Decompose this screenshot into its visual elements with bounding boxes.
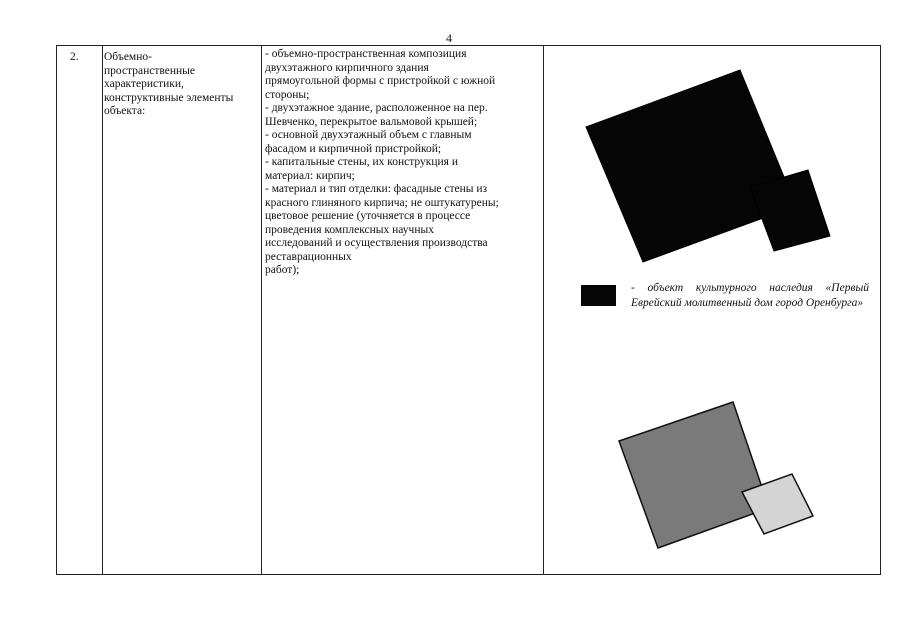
- description-line: - основной двухэтажный объем с главным: [265, 129, 472, 141]
- page-number: 4: [446, 31, 452, 45]
- building-footprint-main-grey: [619, 402, 769, 548]
- description-line: исследований и осуществления производства: [265, 237, 488, 249]
- description-line: двухэтажного кирпичного здания: [265, 61, 429, 74]
- description-line: - объемно-пространственная композиция: [265, 48, 467, 60]
- description-line: проведения комплексных научных: [265, 223, 434, 236]
- description-line: - капитальные стены, их конструкция и: [265, 156, 458, 168]
- description-line: - двухэтажное здание, расположенное на пер.: [265, 102, 488, 114]
- description-line: фасадом и кирпичной пристройкой;: [265, 142, 442, 155]
- legend-text: - объект культурного наследия «Первый Еврейский молитвенный дом город Оренбурга»: [631, 282, 869, 309]
- description-line: красного глиняного кирпича; не оштукатурены;: [265, 196, 499, 209]
- description-line: - материал и тип отделки: фасадные стены из: [265, 183, 488, 195]
- row-number: 2.: [70, 51, 79, 63]
- description-line: работ);: [265, 264, 300, 276]
- description-line: материал: кирпич;: [265, 169, 355, 182]
- building-plan-drawing: [57, 46, 882, 576]
- description-line: прямоугольной формы с пристройкой с южной: [265, 75, 496, 87]
- row-title-line: характеристики,: [104, 78, 184, 90]
- row-title-line: конструктивные элементы: [104, 91, 234, 104]
- description-line: цветовое решение (уточняется в процессе: [265, 210, 471, 222]
- row-title-line: объекта:: [104, 105, 146, 117]
- description-line: реставрационных: [265, 250, 352, 263]
- description-line: Шевченко, перекрытое вальмовой крышей;: [265, 115, 478, 128]
- building-footprint-main: [586, 70, 796, 262]
- row-title-line: Объемно-: [104, 51, 152, 63]
- description-line: стороны;: [265, 88, 310, 101]
- legend-swatch: [581, 285, 616, 306]
- row-title-line: пространственные: [104, 64, 195, 77]
